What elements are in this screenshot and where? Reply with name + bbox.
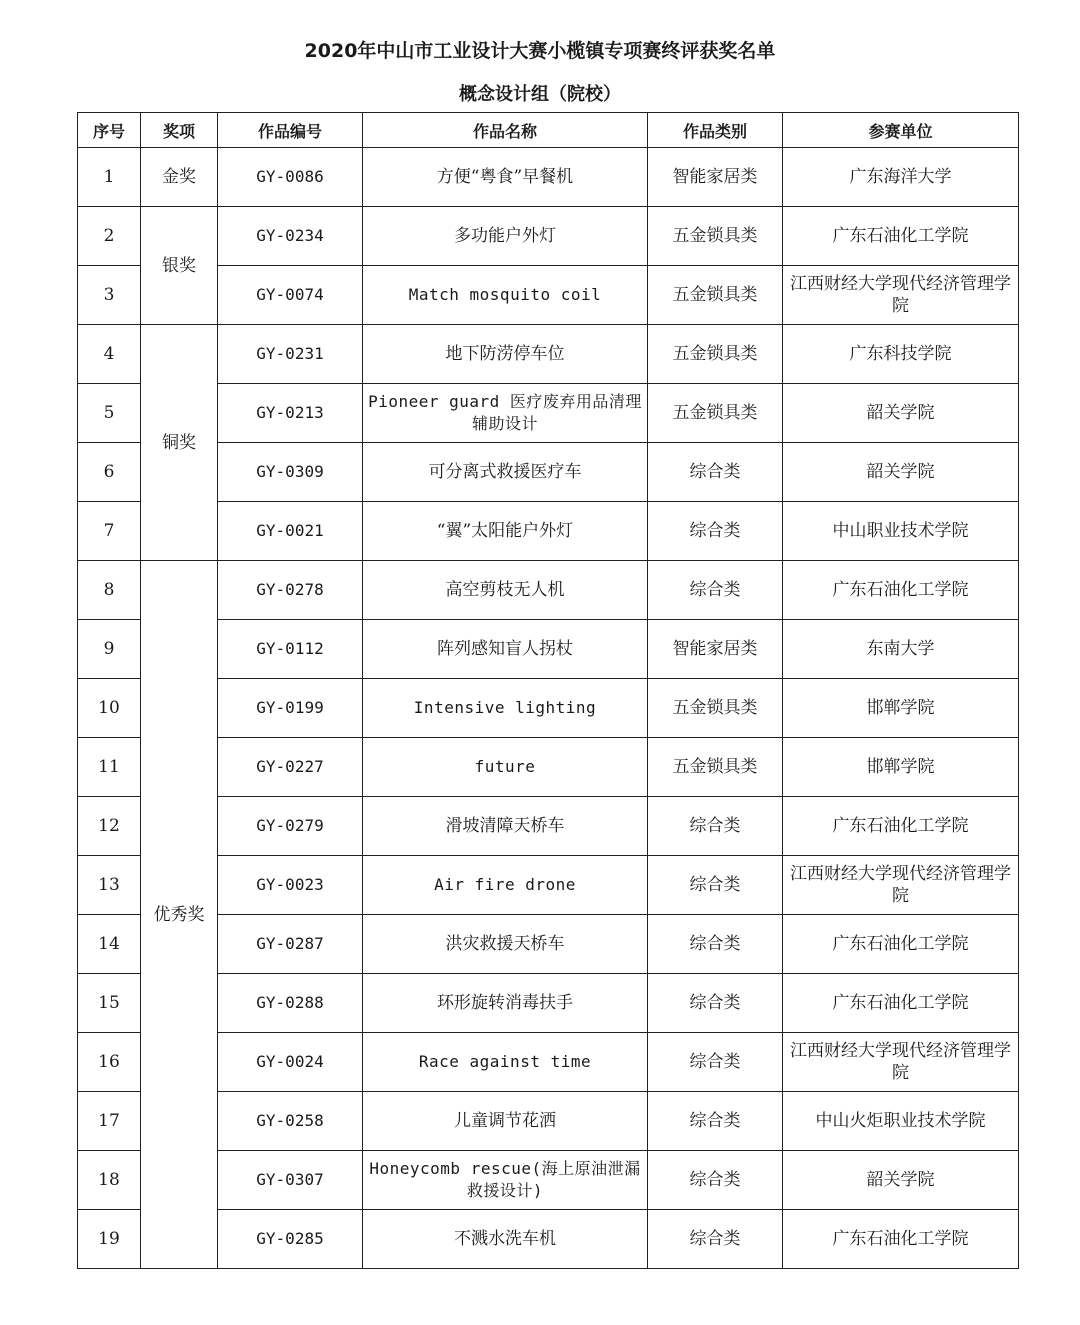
entrant-unit: 韶关学院 [783,384,1019,443]
work-name: future [363,738,648,797]
work-category: 综合类 [648,856,783,915]
work-name: Pioneer guard 医疗废弃用品清理辅助设计 [363,384,648,443]
entrant-unit: 邯郸学院 [783,738,1019,797]
work-name: 多功能户外灯 [363,207,648,266]
table-row [78,502,1019,561]
work-name: 阵列感知盲人拐杖 [363,620,648,679]
row-number: 10 [78,679,141,738]
work-name: 可分离式救援医疗车 [363,443,648,502]
table-row [78,1033,1019,1092]
work-code: GY-0231 [218,325,363,384]
row-number: 3 [78,266,141,325]
work-category: 综合类 [648,974,783,1033]
work-category: 智能家居类 [648,620,783,679]
work-name: Match mosquito coil [363,266,648,325]
header-no: 序号 [78,113,141,148]
work-name: 高空剪枝无人机 [363,561,648,620]
work-name: 滑坡清障天桥车 [363,797,648,856]
entrant-unit: 广东石油化工学院 [783,974,1019,1033]
work-category: 五金锁具类 [648,207,783,266]
table-row [78,679,1019,738]
header-unit: 参赛单位 [783,113,1019,148]
table-row [78,915,1019,974]
work-category: 五金锁具类 [648,325,783,384]
entrant-unit: 韶关学院 [783,443,1019,502]
row-number: 1 [78,148,141,207]
work-name: 方便“粤食”早餐机 [363,148,648,207]
table-header-row [78,113,1019,148]
entrant-unit: 广东石油化工学院 [783,797,1019,856]
work-category: 五金锁具类 [648,384,783,443]
document-title: 2020年中山市工业设计大赛小榄镇专项赛终评获奖名单 [304,40,776,62]
header-code: 作品编号 [218,113,363,148]
award-label: 金奖 [141,148,218,207]
work-category: 综合类 [648,1151,783,1210]
row-number: 18 [78,1151,141,1210]
entrant-unit: 广东科技学院 [783,325,1019,384]
work-code: GY-0023 [218,856,363,915]
entrant-unit: 广东石油化工学院 [783,207,1019,266]
header-name: 作品名称 [363,113,648,148]
group-title: 概念设计组（院校） [459,84,621,105]
work-code: GY-0279 [218,797,363,856]
work-code: GY-0307 [218,1151,363,1210]
work-name: 环形旋转消毒扶手 [363,974,648,1033]
table-row [78,561,1019,620]
table-row [78,325,1019,384]
table-row [78,266,1019,325]
entrant-unit: 广东海洋大学 [783,148,1019,207]
table-body [78,148,1019,1269]
work-category: 综合类 [648,1210,783,1269]
table-row [78,148,1019,207]
entrant-unit: 东南大学 [783,620,1019,679]
work-category: 综合类 [648,1092,783,1151]
work-code: GY-0021 [218,502,363,561]
work-category: 五金锁具类 [648,679,783,738]
row-number: 4 [78,325,141,384]
table-row [78,797,1019,856]
work-code: GY-0258 [218,1092,363,1151]
row-number: 7 [78,502,141,561]
entrant-unit: 广东石油化工学院 [783,561,1019,620]
table-row [78,738,1019,797]
entrant-unit: 广东石油化工学院 [783,915,1019,974]
entrant-unit: 韶关学院 [783,1151,1019,1210]
work-code: GY-0287 [218,915,363,974]
work-code: GY-0086 [218,148,363,207]
work-code: GY-0278 [218,561,363,620]
work-code: GY-0285 [218,1210,363,1269]
work-name: Honeycomb rescue(海上原油泄漏救援设计) [363,1151,648,1210]
work-name: Race against time [363,1033,648,1092]
header-category: 作品类别 [648,113,783,148]
work-name: 不溅水洗车机 [363,1210,648,1269]
table-row [78,856,1019,915]
row-number: 8 [78,561,141,620]
header-award: 奖项 [141,113,218,148]
work-name: 儿童调节花洒 [363,1092,648,1151]
row-number: 15 [78,974,141,1033]
work-name: Intensive lighting [363,679,648,738]
work-code: GY-0213 [218,384,363,443]
work-name: “翼”太阳能户外灯 [363,502,648,561]
work-code: GY-0227 [218,738,363,797]
work-name: 地下防涝停车位 [363,325,648,384]
table-row [78,974,1019,1033]
row-number: 2 [78,207,141,266]
table-row [78,1151,1019,1210]
row-number: 5 [78,384,141,443]
award-label: 银奖 [141,207,218,325]
work-category: 五金锁具类 [648,266,783,325]
work-category: 综合类 [648,1033,783,1092]
row-number: 17 [78,1092,141,1151]
table-row [78,443,1019,502]
work-code: GY-0309 [218,443,363,502]
work-name: 洪灾救援天桥车 [363,915,648,974]
entrant-unit: 邯郸学院 [783,679,1019,738]
work-code: GY-0199 [218,679,363,738]
table-row [78,207,1019,266]
row-number: 19 [78,1210,141,1269]
work-category: 综合类 [648,797,783,856]
work-code: GY-0074 [218,266,363,325]
row-number: 12 [78,797,141,856]
row-number: 16 [78,1033,141,1092]
work-category: 智能家居类 [648,148,783,207]
work-code: GY-0288 [218,974,363,1033]
row-number: 9 [78,620,141,679]
entrant-unit: 中山火炬职业技术学院 [783,1092,1019,1151]
work-category: 五金锁具类 [648,738,783,797]
entrant-unit: 江西财经大学现代经济管理学院 [783,266,1019,325]
work-name: Air fire drone [363,856,648,915]
table-row [78,620,1019,679]
awards-table [77,112,1019,1269]
entrant-unit: 江西财经大学现代经济管理学院 [783,856,1019,915]
award-label: 铜奖 [141,325,218,561]
award-label: 优秀奖 [141,561,218,1269]
work-code: GY-0112 [218,620,363,679]
entrant-unit: 中山职业技术学院 [783,502,1019,561]
row-number: 13 [78,856,141,915]
row-number: 6 [78,443,141,502]
work-code: GY-0024 [218,1033,363,1092]
work-category: 综合类 [648,915,783,974]
table-row [78,1092,1019,1151]
work-category: 综合类 [648,561,783,620]
row-number: 14 [78,915,141,974]
work-category: 综合类 [648,502,783,561]
work-code: GY-0234 [218,207,363,266]
table-row [78,384,1019,443]
entrant-unit: 广东石油化工学院 [783,1210,1019,1269]
work-category: 综合类 [648,443,783,502]
row-number: 11 [78,738,141,797]
entrant-unit: 江西财经大学现代经济管理学院 [783,1033,1019,1092]
table-row [78,1210,1019,1269]
